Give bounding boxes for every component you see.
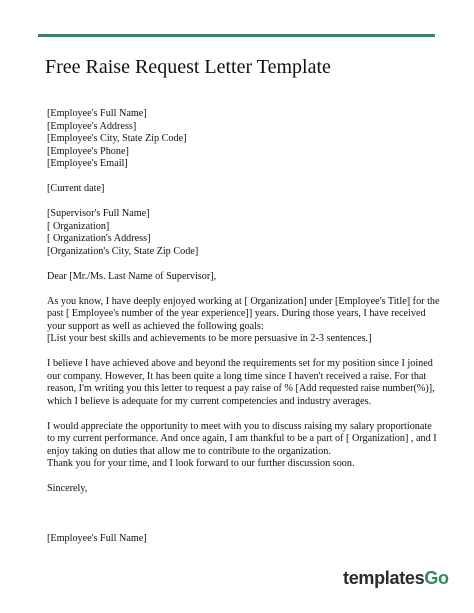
top-divider — [38, 34, 435, 37]
closing: Sincerely, — [47, 483, 88, 494]
supervisor-name-line: [Supervisor's Full Name] — [47, 208, 150, 219]
thanks-line: Thank you for your time, and I look forward to our further discussion soon. — [47, 458, 355, 469]
templatesgo-logo — [343, 567, 449, 589]
document-title: Free Raise Request Letter Template — [45, 56, 331, 78]
signature: [Employee's Full Name] — [47, 533, 147, 544]
paragraph-1: As you know, I have deeply enjoyed working at [ Organization] under [Employee's Title] for the past [ Employee's number of the year experience]] years. During those years, I have received your support as well as achieved the following goals: — [47, 295, 440, 332]
employee-address-block — [47, 108, 442, 171]
employee-phone-line: [Employee's Phone] — [47, 145, 129, 157]
date-line: [Current date] — [47, 183, 105, 194]
employee-address-line: [Employee's Address] — [47, 120, 137, 132]
logo-text-templates: templates — [343, 568, 425, 588]
salutation: Dear [Mr./Ms. Last Name of Supervisor], — [47, 270, 217, 282]
employee-city-line: [Employee's City, State Zip Code] — [47, 133, 187, 144]
organization-city-line: [Organization's City, State Zip Code] — [47, 245, 199, 257]
logo-text-go: Go — [424, 568, 449, 588]
organization-address-line: [ Organization's Address] — [47, 233, 151, 244]
paragraph-3: I would appreciate the opportunity to meet with you to discuss raising my salary proportionate to my current performance. And once again, I am thankful to be a part of [ Organization] , and I enjoy taking on duties that allow me to contribute to the organization. — [47, 420, 437, 457]
supervisor-address-block — [47, 208, 442, 258]
organization-line: [ Organization] — [47, 220, 110, 232]
employee-email-line: [Employee's Email] — [47, 158, 128, 169]
paragraph-2: I believe I have achieved above and beyond the requirements set for my position since I joined our company. However, It has been quite a long time since I haven't received a raise. For that reason, I'm writing you this letter to request a pay raise of % [Add requested raise number(%)], which I believe is adequate for my current competencies and industry averages. — [47, 358, 435, 407]
employee-name-line: [Employee's Full Name] — [47, 108, 147, 119]
achievements-line: [List your best skills and achievements to be more persuasive in 2-3 sentences.] — [47, 333, 372, 344]
letter-body — [47, 108, 442, 546]
